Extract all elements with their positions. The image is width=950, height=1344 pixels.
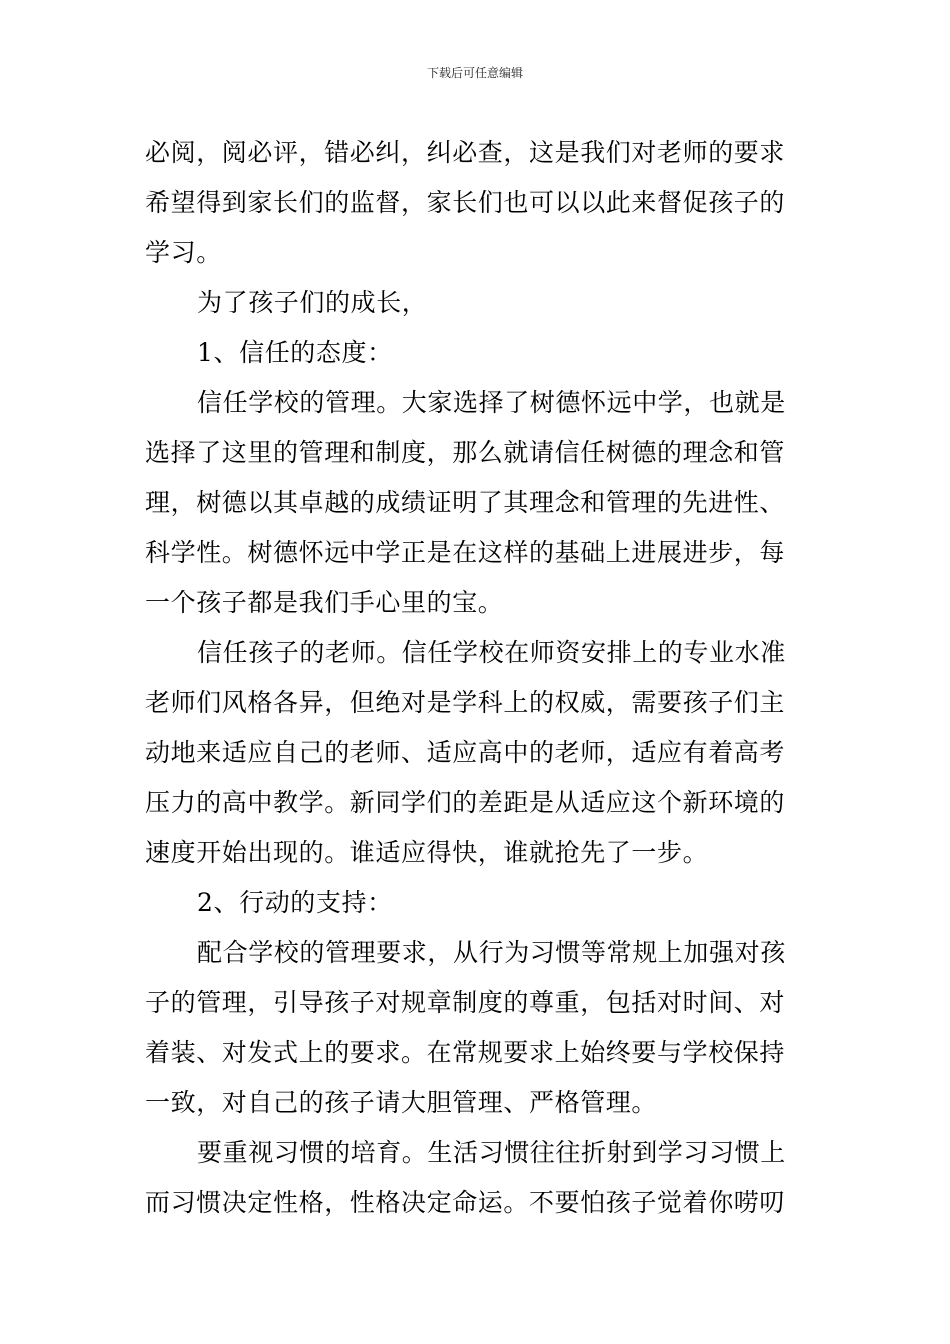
text-line: 动地来适应自己的老师、适应高中的老师，适应有着高考	[145, 738, 786, 767]
paragraph	[145, 878, 809, 928]
text-line: 必阅，阅必评，错必纠，纠必查，这是我们对老师的要求	[145, 138, 786, 167]
paragraph	[145, 278, 809, 328]
text-line: 1、信任的态度：	[197, 338, 393, 367]
text-line: 子的管理，引导孩子对规章制度的尊重，包括对时间、对	[145, 988, 786, 1017]
paragraph	[145, 378, 809, 628]
text-line: 老师们风格各异，但绝对是学科上的权威，需要孩子们主	[145, 688, 786, 717]
paragraph	[145, 928, 809, 1128]
text-line: 学习。	[145, 238, 222, 267]
paragraph	[145, 628, 809, 878]
text-line: 为了孩子们的成长，	[197, 288, 428, 317]
document-body	[145, 128, 809, 1228]
text-line: 信任学校的管理。大家选择了树德怀远中学，也就是	[197, 388, 786, 417]
text-line: 速度开始出现的。谁适应得快，谁就抢先了一步。	[145, 838, 709, 867]
paragraph	[145, 1128, 809, 1228]
text-line: 一致，对自己的孩子请大胆管理、严格管理。	[145, 1088, 658, 1117]
text-line: 科学性。树德怀远中学正是在这样的基础上进展进步，每	[145, 538, 786, 567]
text-line: 而习惯决定性格，性格决定命运。不要怕孩子觉着你唠叨	[145, 1188, 786, 1217]
text-line: 压力的高中教学。新同学们的差距是从适应这个新环境的	[145, 788, 786, 817]
text-line: 信任孩子的老师。信任学校在师资安排上的专业水准	[197, 638, 786, 667]
text-line: 一个孩子都是我们手心里的宝。	[145, 588, 504, 617]
text-line: 要重视习惯的培育。生活习惯往往折射到学习习惯上	[197, 1138, 786, 1167]
paragraph	[145, 328, 809, 378]
text-line: 着装、对发式上的要求。在常规要求上始终要与学校保持	[145, 1038, 786, 1067]
page-header: 下载后可任意编辑	[426, 66, 523, 80]
text-line: 选择了这里的管理和制度，那么就请信任树德的理念和管	[145, 438, 786, 467]
text-line: 配合学校的管理要求，从行为习惯等常规上加强对孩	[197, 938, 786, 967]
paragraph	[145, 128, 809, 278]
text-line: 2、行动的支持：	[197, 888, 393, 917]
text-line: 理，树德以其卓越的成绩证明了其理念和管理的先进性、	[145, 488, 786, 517]
text-line: 希望得到家长们的监督，家长们也可以以此来督促孩子的	[145, 188, 786, 217]
